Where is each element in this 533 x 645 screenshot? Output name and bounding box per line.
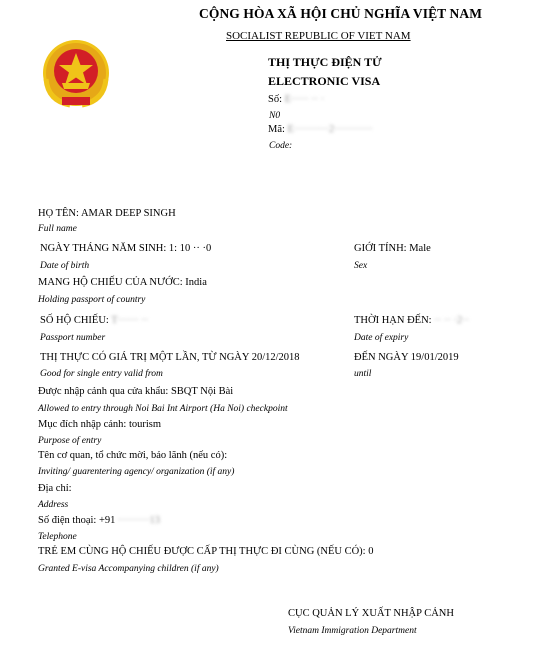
passport-expiry-row — [354, 315, 469, 327]
valid-until-field: ĐẾN NGÀY 19/01/2019 — [354, 352, 459, 363]
sex-label-en: Sex — [354, 261, 368, 271]
dob-label-en: Date of birth — [40, 261, 90, 271]
issuer-name-en: Vietnam Immigration Department — [288, 626, 417, 636]
passport-expiry-label: THỜI HẠN ĐẾN: — [354, 315, 435, 326]
full-name-label-en: Full name — [38, 224, 77, 234]
country-name-en: SOCIALIST REPUBLIC OF VIET NAM — [226, 30, 411, 42]
phone-row — [38, 515, 160, 527]
visa-code-value: E··········2··········· — [287, 124, 373, 135]
valid-from-field: THỊ THỰC CÓ GIÁ TRỊ MỘT LẦN, TỪ NGÀY 20/12/2018 — [40, 352, 300, 363]
visa-number-row — [268, 94, 324, 106]
full-name-field: HỌ TÊN: AMAR DEEP SINGH — [38, 208, 176, 219]
vietnam-national-emblem-icon — [40, 39, 112, 111]
visa-number-label-en: N0 — [269, 111, 281, 121]
nationality-field: MANG HỘ CHIẾU CỦA NƯỚC: India — [38, 277, 207, 288]
visa-code-row — [268, 124, 373, 136]
children-field: TRẺ EM CÙNG HỘ CHIẾU ĐƯỢC CẤP THỊ THỰC ĐI CÙNG (NẾU CÓ): 0 — [38, 546, 374, 557]
sex-field: GIỚI TÍNH: Male — [354, 243, 431, 254]
dob-field: NGÀY THÁNG NĂM SINH: 1: 10 ·· ·0 — [40, 243, 212, 254]
purpose-field: Mục đích nhập cảnh: tourism — [38, 419, 162, 430]
visa-code-label-en: Code: — [269, 141, 293, 151]
doc-title-en: ELECTRONIC VISA — [268, 74, 381, 88]
purpose-label-en: Purpose of entry — [38, 436, 102, 446]
agency-label-en: Inviting/ guarentering agency/ organization (if any) — [38, 467, 235, 477]
valid-from-label-en: Good for single entry valid from — [40, 369, 163, 379]
country-name-vn: CỘNG HÒA XÃ HỘI CHỦ NGHĨA VIỆT NAM — [199, 6, 483, 21]
passport-number-row — [40, 315, 148, 327]
passport-number-label-en: Passport number — [40, 333, 106, 343]
agency-field: Tên cơ quan, tổ chức mời, bảo lãnh (nếu có): — [38, 450, 228, 461]
passport-number-label: SỐ HỘ CHIẾU: — [40, 315, 112, 326]
passport-expiry-label-en: Date of expiry — [354, 333, 409, 343]
passport-expiry-value: ·· ·· ·2·· — [434, 315, 470, 326]
emblem-ribbon — [62, 97, 90, 105]
valid-until-label-en: until — [354, 369, 372, 379]
children-label-en: Granted E-visa Accompanying children (if any) — [38, 564, 219, 574]
address-label-en: Address — [38, 500, 69, 510]
nationality-label-en: Holding passport of country — [38, 295, 146, 305]
visa-number-label: Số: — [268, 94, 283, 105]
passport-number-value: T······ ·· — [111, 315, 149, 326]
address-field: Địa chỉ: — [38, 483, 72, 494]
emblem-cogwheel — [62, 83, 90, 89]
entry-point-label-en: Allowed to entry through Noi Bai Int Airport (Ha Noi) checkpoint — [38, 404, 288, 414]
entry-point-field: Được nhập cảnh qua cửa khẩu: SBQT Nội Bài — [38, 386, 234, 397]
doc-title-vn: THỊ THỰC ĐIỆN TỬ — [268, 55, 382, 69]
phone-value: ·········13 — [118, 515, 160, 526]
visa-code-label: Mã: — [268, 124, 285, 135]
issuer-name-vn: CỤC QUẢN LÝ XUẤT NHẬP CẢNH — [288, 608, 454, 619]
phone-label: Số điện thoại: +91 — [38, 515, 119, 526]
phone-label-en: Telephone — [38, 532, 77, 542]
visa-number-value: E····· ·· · — [284, 94, 325, 105]
